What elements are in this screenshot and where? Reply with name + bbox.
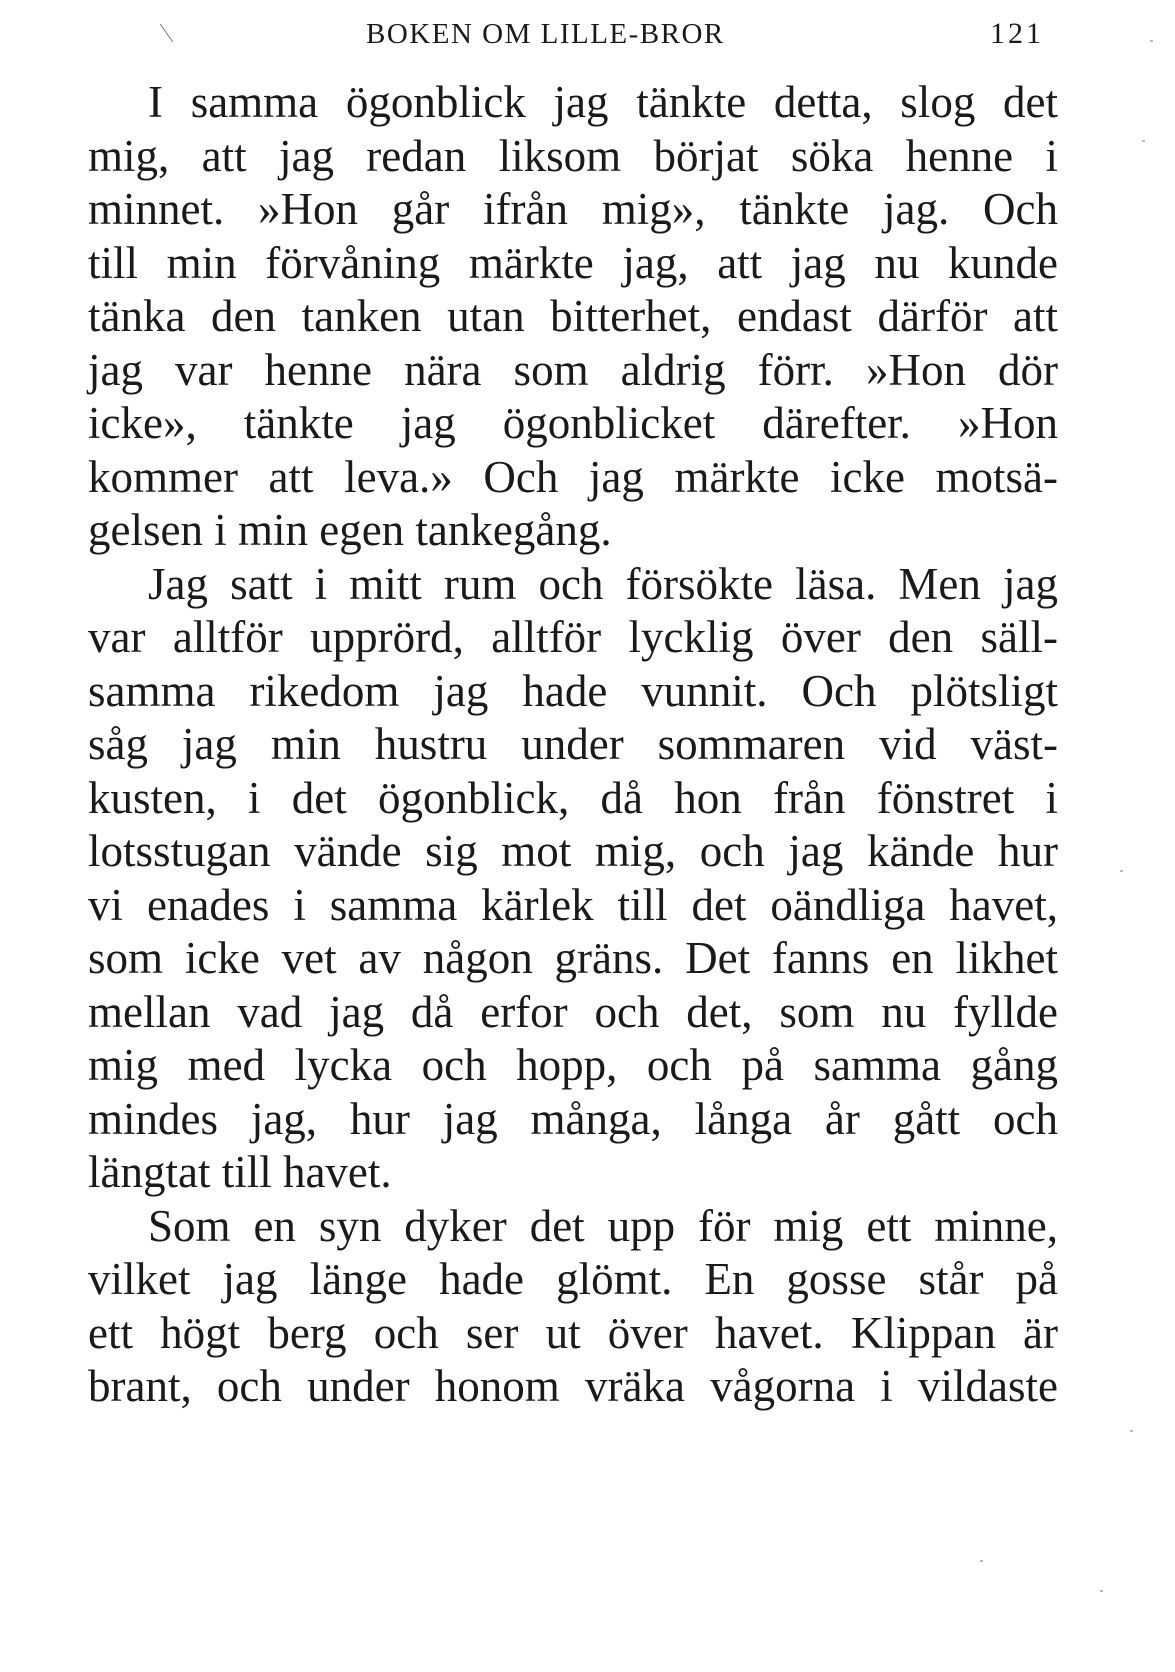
body-text [88,76,1058,1414]
text-line: mig med lycka och hopp, och på samma gång [88,1040,1058,1090]
text-line: Som en syn dyker det upp för mig ett minne, [148,1200,1058,1251]
page-number: 121 [990,17,1044,50]
text-line: ett högt berg och ser ut över havet. Klippan är [88,1307,1058,1358]
text-line: vilket jag länge hade glömt. En gosse står på [88,1254,1058,1304]
text-line: mindes jag, hur jag många, långa år gått och [88,1093,1058,1144]
text-line: minnet. »Hon går ifrån mig», tänkte jag. Och [88,184,1058,234]
page-header [0,14,1175,54]
scan-speck [1120,870,1123,872]
text-line: I samma ögonblick jag tänkte detta, slog det [148,77,1058,127]
text-line: som icke vet av någon gräns. Det fanns en likhet [88,933,1058,983]
text-line: kusten, i det ögonblick, då hon från fönstret i [88,772,1058,823]
text-line: jag var henne nära som aldrig förr. »Hon dör [88,344,1058,395]
text-line: Jag satt i mitt rum och försökte läsa. Men jag [148,558,1058,609]
scan-speck [1150,40,1153,42]
text-line: brant, och under honom vräka vågorna i vildaste [88,1361,1058,1411]
text-line: till min förvåning märkte jag, att jag nu kunde [88,237,1058,288]
scan-speck [1142,140,1145,142]
text-line: längtat till havet. [88,1147,392,1197]
text-line: samma rikedom jag hade vunnit. Och plötsligt [88,665,1058,716]
text-line: tänka den tanken utan bitterhet, endast därför att [88,291,1058,341]
text-line: vi enades i samma kärlek till det oändliga havet, [88,879,1058,930]
scan-mark [160,24,173,43]
scan-speck [1100,1590,1103,1592]
text-line: kommer att leva.» Och jag märkte icke motsä- [88,451,1058,502]
text-line: icke», tänkte jag ögonblicket därefter. »Hon [88,398,1058,448]
scan-speck [980,1560,983,1562]
text-line: mellan vad jag då erfor och det, som nu fyllde [88,986,1058,1037]
text-line: var alltför upprörd, alltför lycklig över den säll- [88,612,1058,662]
running-title: BOKEN OM LILLE-BROR [366,18,725,50]
text-line: såg jag min hustru under sommaren vid väst- [88,719,1058,769]
text-line: gelsen i min egen tankegång. [88,505,612,555]
text-line: mig, att jag redan liksom börjat söka henne i [88,130,1058,181]
scan-speck [1130,1430,1133,1432]
text-line: lotsstugan vände sig mot mig, och jag kände hur [88,826,1058,876]
